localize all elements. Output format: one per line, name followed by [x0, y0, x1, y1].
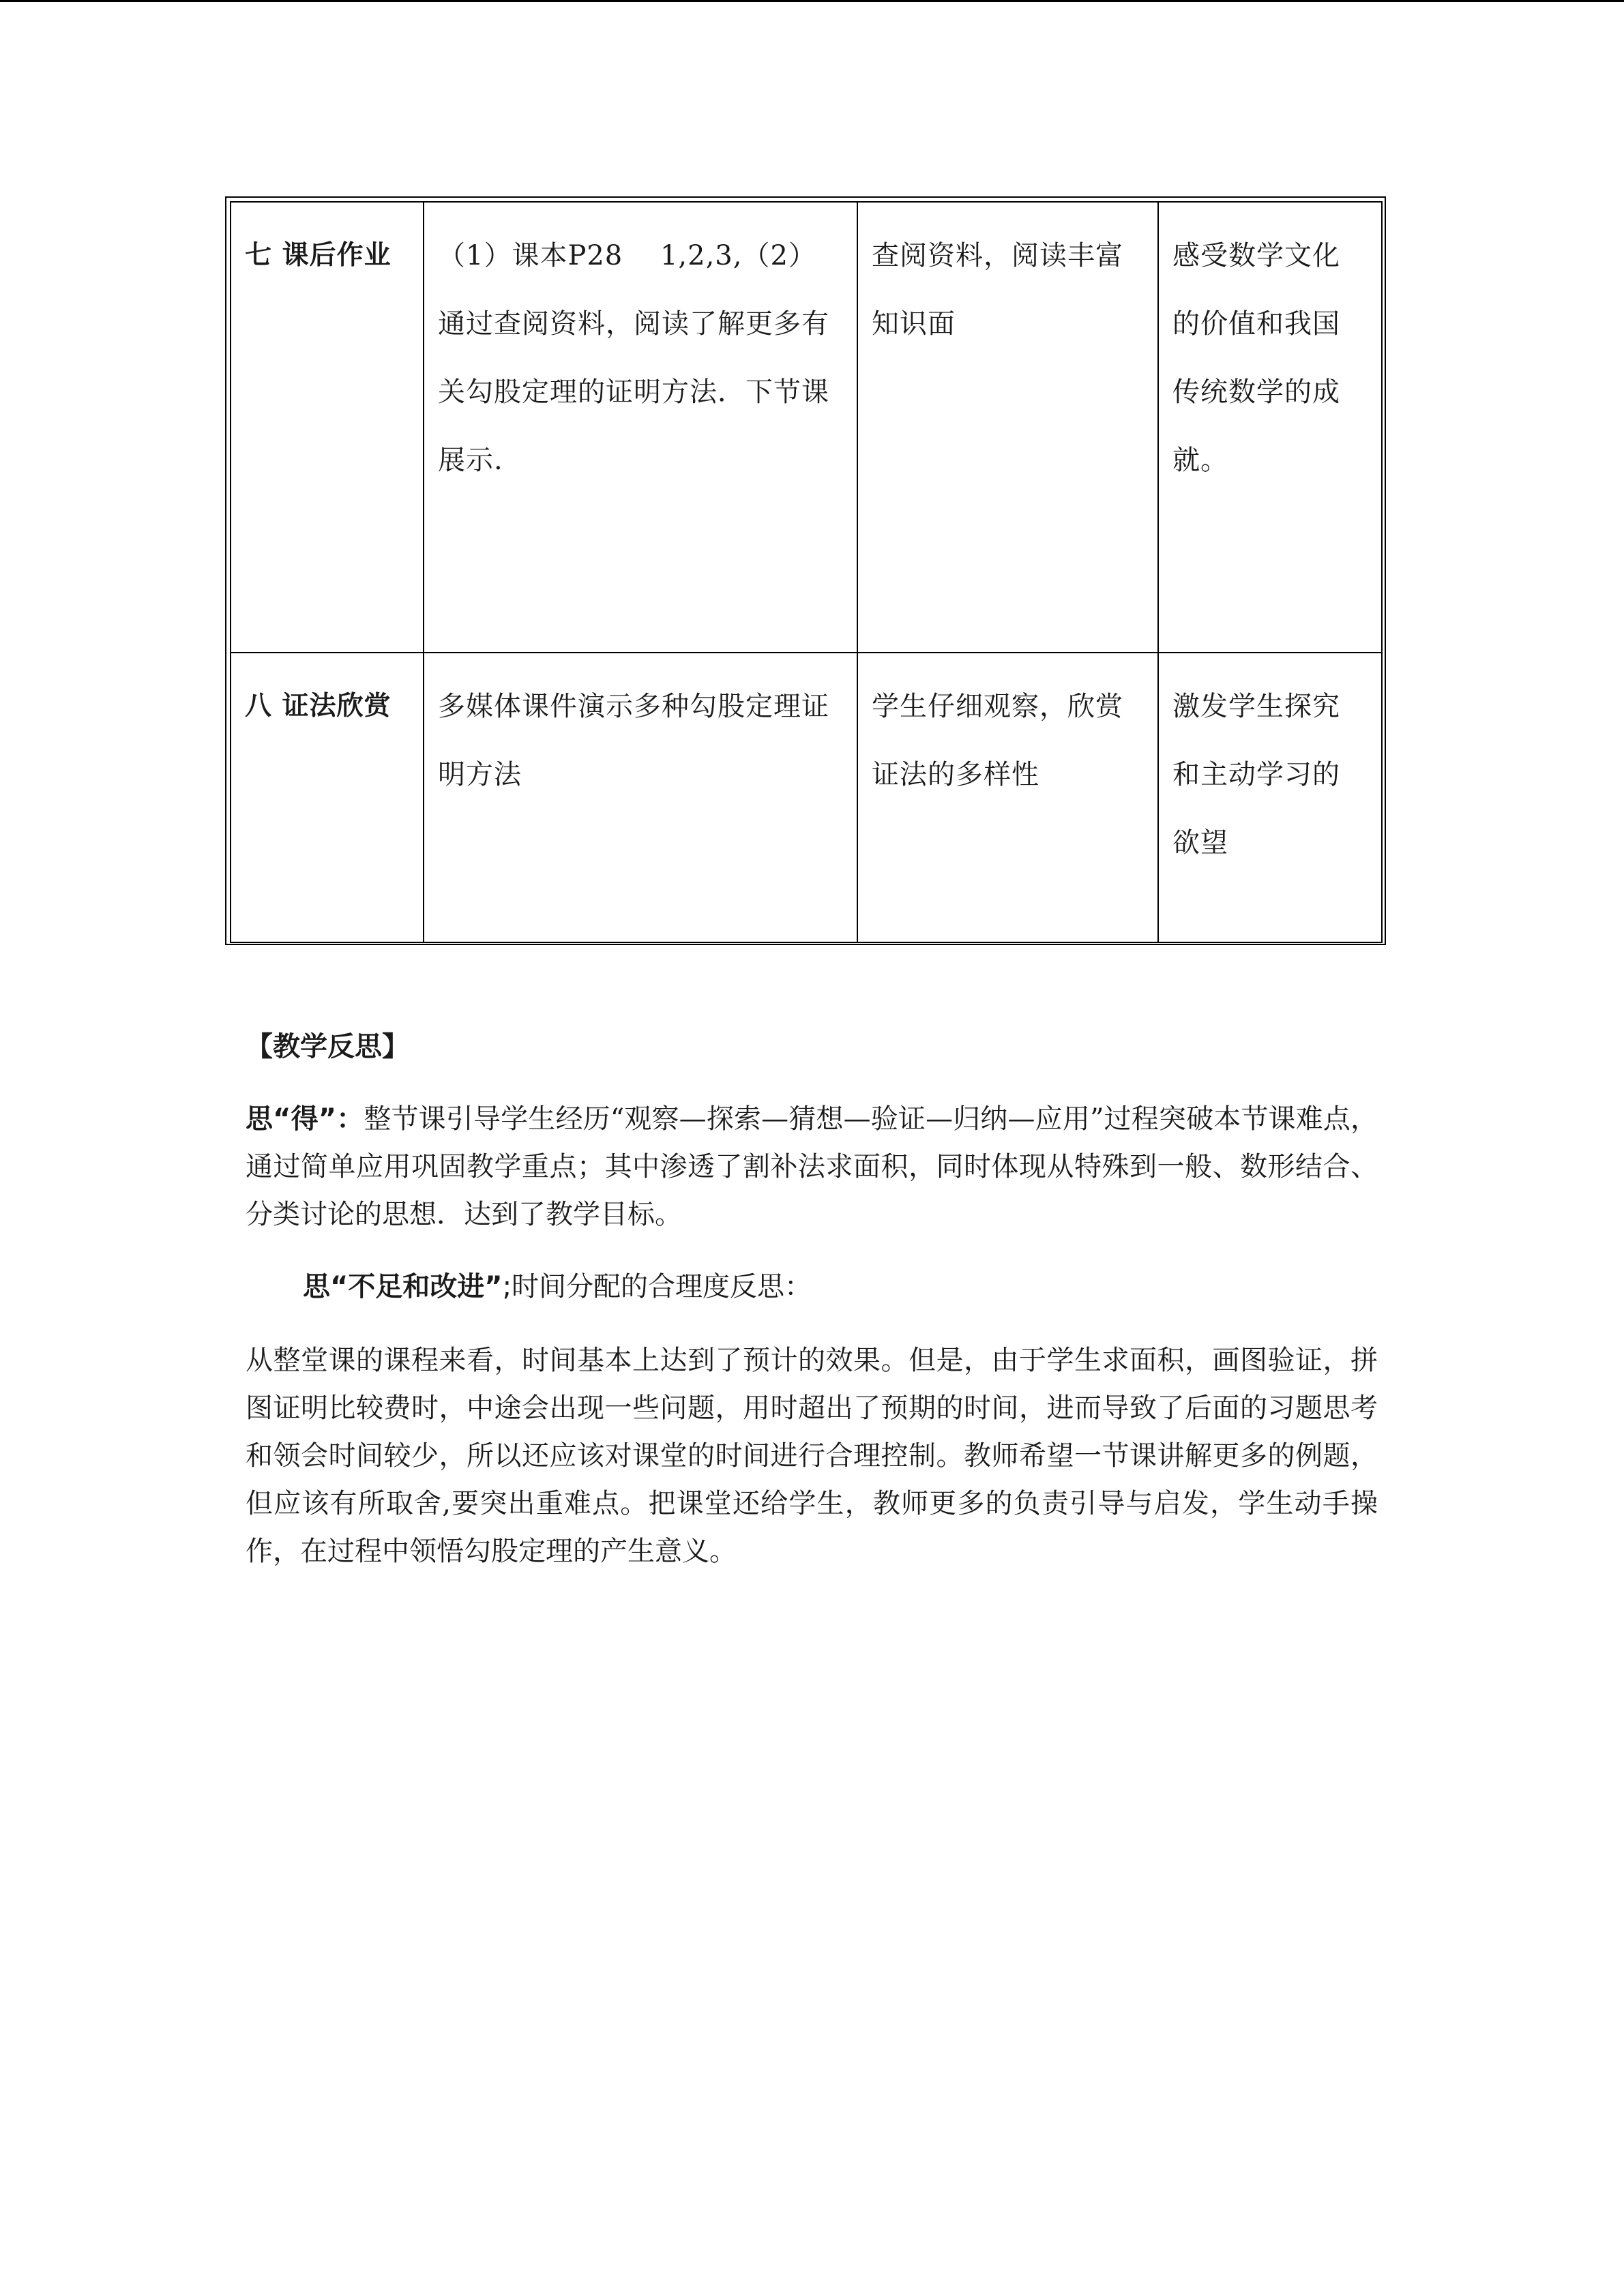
stage-cell: 八 证法欣赏 — [231, 653, 424, 942]
table-row-homework — [231, 202, 1382, 653]
reflection-gain-paragraph — [246, 1095, 1378, 1238]
table-row-proof-appreciation — [231, 653, 1382, 942]
improve-subtitle: ;时间分配的合理度反思： — [502, 1271, 812, 1302]
lesson-plan-table — [230, 201, 1383, 943]
student-activity-cell: 查阅资料，阅读丰富知识面 — [857, 202, 1158, 653]
reflection-body-paragraph: 从整堂课的课程来看，时间基本上达到了预计的效果。但是，由于学生求面积，画图验证，拼图证明比较费时，中途会出现一些问题，用时超出了预期的时间，进而导致了后面的习题思考和领会时间较少，所以还应该对课堂的时间进行合理控制。教师希望一节课讲解更多的例题，但应该有所取舍,要突出重难点。把课堂还给学生，教师更多的负责引导与启发，学生动手操作，在过程中领悟勾股定理的产生意义。 — [246, 1345, 1378, 1567]
page-top-border — [0, 0, 1624, 2]
reflection-heading: 【教学反思】 — [246, 1031, 409, 1062]
stage-cell: 七 课后作业 — [231, 202, 424, 653]
reflection-improve-paragraph — [246, 1263, 1378, 1311]
student-activity-cell: 学生仔细观察，欣赏证法的多样性 — [857, 653, 1158, 942]
design-intent-cell: 激发学生探究和主动学习的欲望 — [1158, 653, 1382, 942]
improve-label: 思“不足和改进” — [303, 1271, 503, 1302]
teacher-activity-cell: （1）课本P28 1,2,3,（2）通过查阅资料，阅读了解更多有关勾股定理的证明方法．下节课展示. — [424, 202, 857, 653]
gain-text: 整节课引导学生经历“观察—探索—猜想—验证—归纳—应用”过程突破本节课难点，通过简单应用巩固教学重点；其中渗透了割补法求面积，同时体现从特殊到一般、数形结合、分类讨论的思想．达到了教学目标。 — [246, 1103, 1378, 1230]
teaching-reflection-section — [246, 1023, 1378, 1575]
lesson-table — [225, 196, 1386, 945]
teacher-activity-cell: 多媒体课件演示多种勾股定理证明方法 — [424, 653, 857, 942]
design-intent-cell: 感受数学文化的价值和我国传统数学的成就。 — [1158, 202, 1382, 653]
gain-label: 思“得”： — [246, 1103, 364, 1135]
